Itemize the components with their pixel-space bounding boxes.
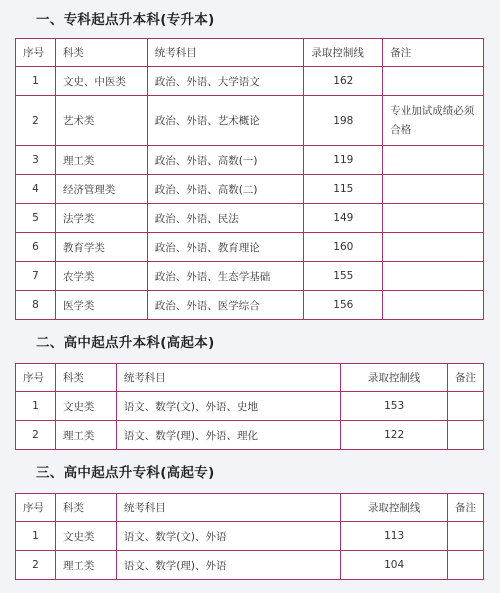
cell-category: 理工类: [55, 551, 116, 580]
cell-subjects: 政治、外语、民法: [147, 204, 304, 233]
cell-score-line: 115: [304, 175, 383, 204]
cell-index: 2: [16, 96, 56, 146]
cell-remarks: [448, 421, 484, 450]
cell-remarks: [383, 204, 484, 233]
table-row: [16, 233, 484, 262]
cell-category: 经济管理类: [55, 175, 147, 204]
cell-score-line: 104: [341, 551, 448, 580]
cell-subjects: 政治、外语、艺术概论: [147, 96, 304, 146]
cell-category: 教育学类: [55, 233, 147, 262]
cell-remarks: [383, 262, 484, 291]
cell-index: 5: [16, 204, 56, 233]
cell-index: 2: [16, 421, 56, 450]
table-row: [16, 67, 484, 96]
header-remarks: 备注: [448, 364, 484, 392]
cell-index: 8: [16, 291, 56, 320]
header-score-line: 录取控制线: [341, 364, 448, 392]
cell-category: 理工类: [55, 421, 116, 450]
cell-score-line: 162: [304, 67, 383, 96]
cell-remarks: [383, 233, 484, 262]
table-row: [16, 262, 484, 291]
cell-index: 3: [16, 146, 56, 175]
cell-subjects: 语文、数学(理)、外语: [116, 551, 340, 580]
header-category: 科类: [55, 494, 116, 522]
cell-index: 1: [16, 392, 56, 421]
cell-index: 7: [16, 262, 56, 291]
header-index: 序号: [16, 39, 56, 67]
cell-remarks: [448, 551, 484, 580]
header-subjects: 统考科目: [116, 364, 340, 392]
table-gaoqizhuan: [15, 493, 484, 580]
cell-category: 农学类: [55, 262, 147, 291]
cell-category: 医学类: [55, 291, 147, 320]
cell-score-line: 156: [304, 291, 383, 320]
cell-category: 艺术类: [55, 96, 147, 146]
table-row: [16, 421, 484, 450]
cell-score-line: 153: [341, 392, 448, 421]
cell-remarks: [383, 175, 484, 204]
cell-score-line: 160: [304, 233, 383, 262]
header-index: 序号: [16, 364, 56, 392]
table-row: [16, 204, 484, 233]
cell-remarks: [383, 146, 484, 175]
header-subjects: 统考科目: [116, 494, 340, 522]
section-title-3: 三、高中起点升专科(高起专): [36, 465, 215, 481]
header-subjects: 统考科目: [147, 39, 304, 67]
cell-subjects: 语文、数学(文)、外语: [116, 522, 340, 551]
cell-category: 理工类: [55, 146, 147, 175]
cell-category: 文史类: [55, 392, 116, 421]
cell-subjects: 语文、数学(理)、外语、理化: [116, 421, 340, 450]
cell-index: 1: [16, 522, 56, 551]
cell-remarks: 专业加试成绩必须合格: [383, 96, 484, 146]
cell-remarks: [448, 392, 484, 421]
cell-index: 4: [16, 175, 56, 204]
cell-index: 6: [16, 233, 56, 262]
table-zhuanshengben: [15, 38, 484, 320]
header-remarks: 备注: [383, 39, 484, 67]
table-row: [16, 522, 484, 551]
header-score-line: 录取控制线: [304, 39, 383, 67]
cell-remarks: [383, 291, 484, 320]
header-remarks: 备注: [448, 494, 484, 522]
cell-score-line: 155: [304, 262, 383, 291]
table-header-row: [16, 494, 484, 522]
table-header-row: [16, 364, 484, 392]
table-row: [16, 392, 484, 421]
cell-category: 文史类: [55, 522, 116, 551]
cell-subjects: 政治、外语、教育理论: [147, 233, 304, 262]
cell-subjects: 语文、数学(文)、外语、史地: [116, 392, 340, 421]
cell-index: 2: [16, 551, 56, 580]
cell-score-line: 119: [304, 146, 383, 175]
section-title-1: 一、专科起点升本科(专升本): [36, 12, 215, 28]
cell-subjects: 政治、外语、大学语文: [147, 67, 304, 96]
cell-subjects: 政治、外语、医学综合: [147, 291, 304, 320]
cell-remarks: [448, 522, 484, 551]
header-category: 科类: [55, 39, 147, 67]
cell-subjects: 政治、外语、高数(一): [147, 146, 304, 175]
cell-score-line: 198: [304, 96, 383, 146]
cell-category: 法学类: [55, 204, 147, 233]
table-gaoqiben: [15, 363, 484, 450]
header-index: 序号: [16, 494, 56, 522]
cell-index: 1: [16, 67, 56, 96]
cell-score-line: 122: [341, 421, 448, 450]
cell-score-line: 113: [341, 522, 448, 551]
cell-category: 文史、中医类: [55, 67, 147, 96]
cell-subjects: 政治、外语、生态学基础: [147, 262, 304, 291]
section-title-2: 二、高中起点升本科(高起本): [36, 335, 215, 351]
header-score-line: 录取控制线: [341, 494, 448, 522]
table-row: [16, 175, 484, 204]
cell-subjects: 政治、外语、高数(二): [147, 175, 304, 204]
table-row: [16, 146, 484, 175]
cell-score-line: 149: [304, 204, 383, 233]
table-row: [16, 551, 484, 580]
table-row: [16, 291, 484, 320]
table-row: [16, 96, 484, 146]
header-category: 科类: [55, 364, 116, 392]
cell-remarks: [383, 67, 484, 96]
table-header-row: [16, 39, 484, 67]
